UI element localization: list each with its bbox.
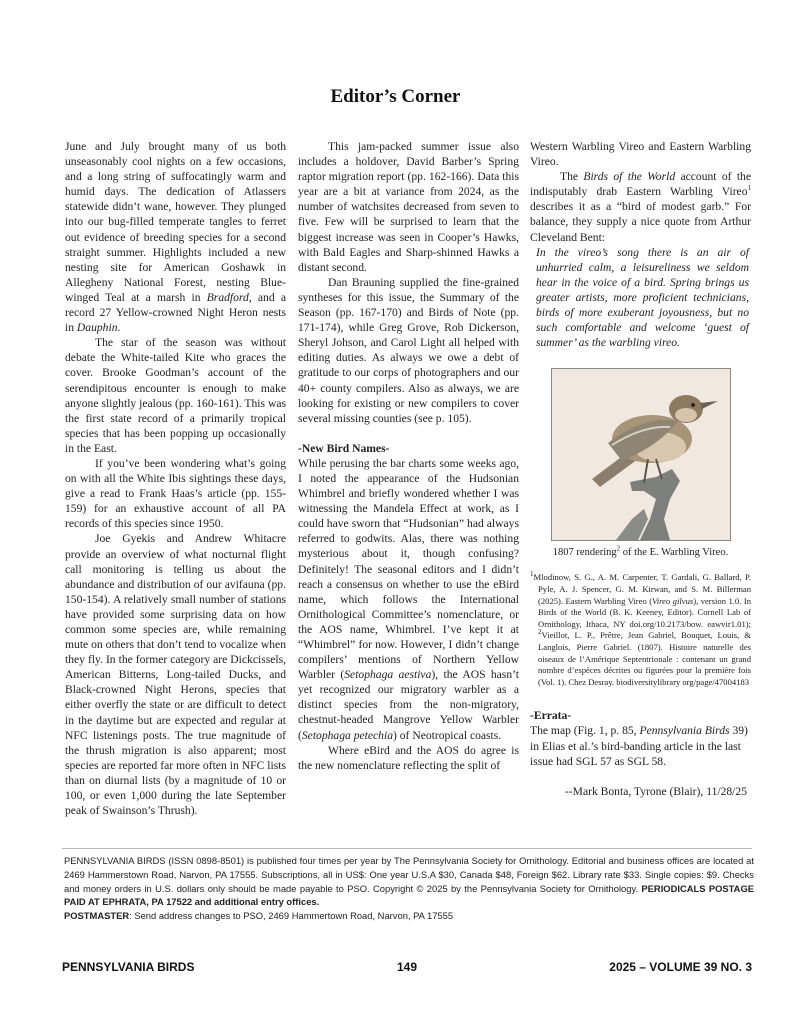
divider (62, 848, 752, 849)
paragraph: This jam-packed summer issue also includes a holdover, David Barber’s Spring raptor migration report (pp. 162-166). Data this year are a bit at variance from 2024, as the number of watchsites decreased from seven to five. Few will be surprised to learn that the biggest increase was seen in Cooper’s Hawks, with Bald Eagles and Sharp-shinned Hawks a distant second. (298, 140, 519, 274)
paragraph: Joe Gyekis and Andrew Whitacre provide an overview of what nocturnal flight call monitoring is telling us about the abundance and distribution of our avifauna (pp. 150-154). A relatively small number of stations have provided some surprising data on how common some species are, while remaining mute on others that don’t tend to vocalize when they fly. In the former category are Dickcissels, American Bitterns, Long-tailed Ducks, and Black-crowned Night Herons, species that either overfly the state or are difficult to detect in the daytime but are expected and regular at NFC listenings posts. The true magnitude of the thrush migration is also apparent; most species are reported far more often in NFC lists than on diurnal lists (by a magnitude of 10 or 100, or even 1,000 during the late September peak of Swainson’s Thrush). (65, 532, 286, 818)
block-quote: In the vireo’s song there is an air of unhurried calm, a leisureliness we seldom hear in the voice of a bird. Spring brings us greater artists, more proficient technicians, birds of more exuberant joyousness, but no such comfortable and welcome ‘guest of summer’ as the warbling vireo. (536, 245, 749, 350)
masthead: PENNSYLVANIA BIRDS (ISSN 0898-8501) is published four times per year by The Pennsylvania Society for Ornithology. Editorial and business offices are located at 2469 Hammerstown Road, Narvon, PA 17555. Subscriptions, all in US$: One year U.S.A $30, Canada $48, Foreign $62. Library rate $33. Single copies: $9. Checks and money orders in U.S. dollars only should be made payable to PSO. Copyright © 2025 by the Pennsylvania Society for Ornithology. PERIODICALS POSTAGE PAID AT EPHRATA, PA 17522 and additional entry offices. POSTMASTER: Send address changes to PSO, 2469 Hammertown Road, Narvon, PA 17555 (64, 855, 754, 922)
paragraph: Dan Brauning supplied the fine-grained syntheses for this issue, the Summary of the Season (pp. 167-170) and Birds of Note (pp. 171-174), while Greg Grove, Rob Dickerson, Sheryl Johson, and Carol Light all helped with editing duties. As always we owe a debt of gratitude to our corps of photographers and our 40+ county compilers. Also as always, we are looking for existing or new compilers to cover several missing counties (see p. 105). (298, 275, 519, 425)
column-3 (530, 139, 751, 799)
paragraph: If you’ve been wondering what’s going on with all the White Ibis sightings these days, give a read to Frank Haas’s article (pp. 155-159) for an exhaustive account of all PA records of this species since 1950. (65, 456, 286, 531)
vireo-drawing-icon (552, 369, 730, 540)
paragraph: Where eBird and the AOS do agree is the new nomenclature reflecting the split of (298, 743, 519, 772)
page-footer (62, 960, 752, 978)
figure-caption: 1807 rendering$^2$ of the E. Warbling Vireo. (552, 544, 729, 559)
paragraph: The Birds of the World account of the indisputably drab Eastern Warbling Vireo$^1$ describes it as a “bird of modest garb.” For balance, they supply a nice quote from Arthur Cleveland Bent: (530, 170, 751, 244)
section-heading-new-bird-names: -New Bird Names- (298, 441, 390, 455)
paragraph: Western Warbling Vireo and Eastern Warbling Vireo. (530, 140, 751, 169)
paragraph: June and July brought many of us both unseasonably cool nights on a few occasions, and a long string of suffocatingly warm and humid days. The dedication of Atlassers statewide didn’t wane, however. They plunged into our bug-filled temperate tangles to ferret out evidence of breeding species for a second straight summer. Highlights included a new nesting site for American Goshawk in Allegheny National Forest, nesting Blue-winged Teal at a marsh in Bradford, and a record 27 Yellow-crowned Night Heron nests in Dauphin. (65, 140, 286, 335)
footer-page-number: 149 (396, 960, 418, 974)
paragraph: While perusing the bar charts some weeks ago, I noted the appearance of the Hudsonian Whimbrel and briefly wondered whether I was witnessing the Mandela Effect at work, as I could have sworn that “Hudsonian” had always referred to godwits. Alas, there was nothing mysterious about it, though confusing? Definitely! The seasonal editors and I didn’t reach a consensus on whether to use the eBird name, which follows the International Ornithological Committee’s nomenclature, or the AOS name, Whimbrel. I’ve kept it at “Whimbrel” for now. However, I didn’t change compilers’ mentions of Northern Yellow Warbler (Setophaga aestiva), the AOS hasn’t yet recognized our migratory warbler as a distinct species from the non-migratory, chestnut-headed Mangrove Yellow Warbler (Setophaga petechia) of Neotropical coasts. (298, 456, 519, 742)
paragraph: The map (Fig. 1, p. 85, Pennsylvania Birds 39) in Elias et al.’s bird-banding article in the last issue had SGL 57 as SGL 58. (530, 724, 748, 768)
page-title: Editor’s Corner (330, 86, 461, 107)
column-1 (65, 139, 286, 818)
footnotes: $^1$Mlodinow, S. G., A. M. Carpenter, T. Gardali, G. Ballard, P. Pyle, A. J. Spencer, G. M. Kirwan, and S. M. Billerman (2025). Eastern Warbling Vireo (Vireo gilvus), version 1.0. In Birds of the World (B. K. Keeney, Editor). Cornell Lab of Ornithology, Ithaca, NY doi.org/10.2173/bow. eawvir1.01); $^2$Vieillot, L. P., Prêtre, Jean Gabriel, Bouquet, Louis, & Langlois, Pierre Gabriel. (1807). Histoire naturelle des oiseaux de l’Amérique Septentrionale : contenant un grand nombre d’espèces décrites ou figurées pour la première fois (Vol. 1). Chez Desray. biodiversitylibrary org/page/47004183 (530, 570, 751, 687)
footer-issue: 2025 – VOLUME 39 NO. 3 (609, 960, 752, 974)
paragraph: The star of the season was without debate the White-tailed Kite who graces the cover. Brooke Goodman’s account of the serendipitous encounter is enough to make anyone slightly jealous (pp. 160-161). This was the first state record of a primarily tropical species that has been popping up occasionally in the East. (65, 336, 286, 455)
figure (551, 368, 731, 541)
bird-illustration (551, 368, 731, 541)
column-2 (298, 139, 519, 773)
footer-publication: PENNSYLVANIA BIRDS (62, 960, 195, 974)
signature: --Mark Bonta, Tyrone (Blair), 11/28/25 (564, 784, 747, 798)
section-heading-errata: -Errata- (530, 709, 572, 723)
